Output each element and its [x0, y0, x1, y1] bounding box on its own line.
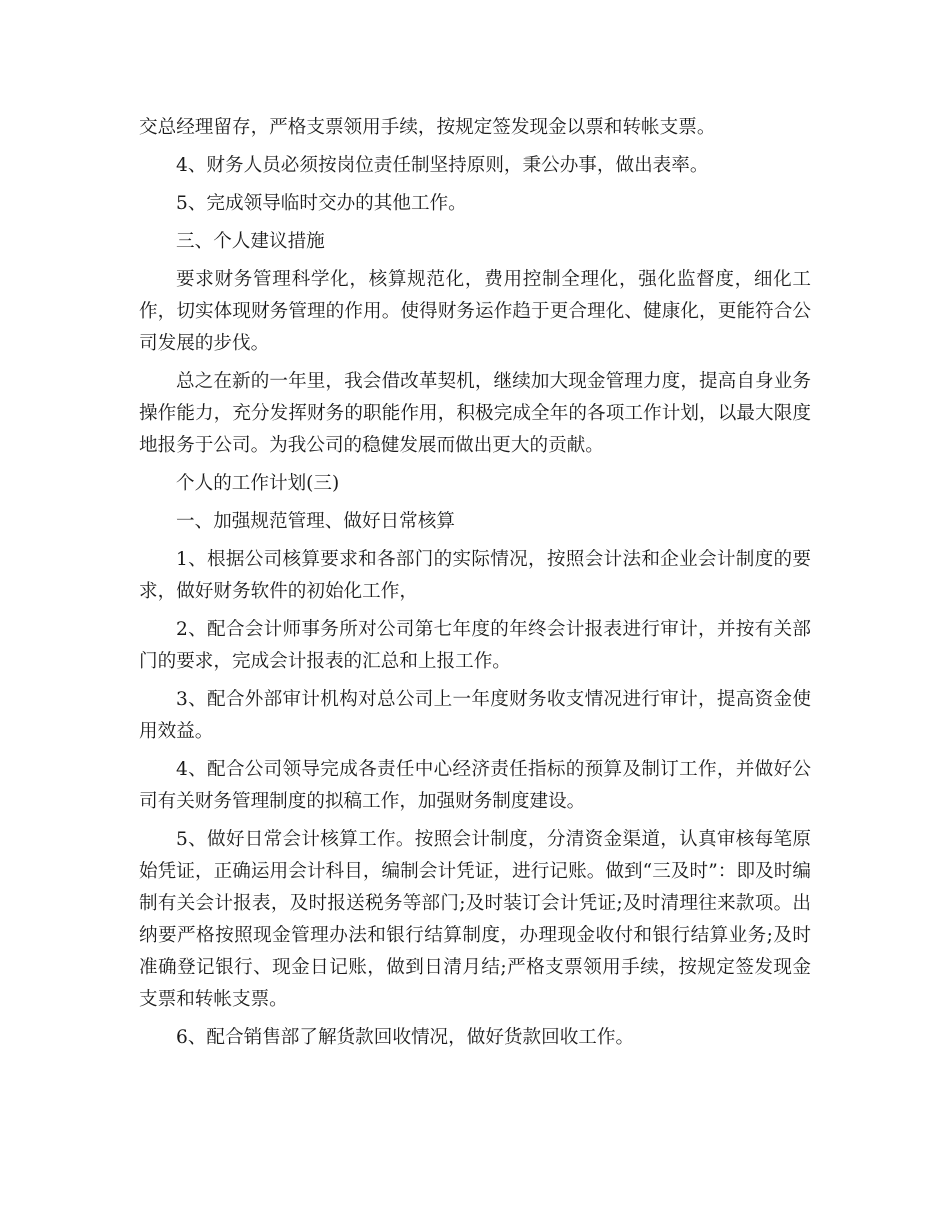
document-body: [139, 112, 811, 1060]
paragraph: 1、根据公司核算要求和各部门的实际情况，按照会计法和企业会计制度的要求，做好财务软件的初始化工作，: [139, 549, 811, 602]
paragraph: 要求财务管理科学化，核算规范化，费用控制全理化，强化监督度，细化工作，切实体现财务管理的作用。使得财务运作趋于更合理化、健康化，更能符合公司发展的步伐。: [139, 269, 811, 354]
paragraph: 4、财务人员必须按岗位责任制坚持原则，秉公办事，做出表率。: [176, 155, 709, 176]
section-heading: 一、加强规范管理、做好日常核算: [176, 511, 455, 532]
section-heading: 个人的工作计划(三): [176, 473, 340, 494]
paragraph: 交总经理留存，严格支票领用手续，按规定签发现金以票和转帐支票。: [139, 117, 716, 138]
paragraph: 3、配合外部审计机构对总公司上一年度财务收支情况进行审计，提高资金使用效益。: [139, 689, 811, 742]
section-heading: 三、个人建议措施: [176, 231, 325, 252]
paragraph: 4、配合公司领导完成各责任中心经济责任指标的预算及制订工作，并做好公司有关财务管理制度的拟稿工作，加强财务制度建设。: [139, 759, 811, 812]
paragraph: 6、配合销售部了解货款回收情况，做好货款回收工作。: [176, 1027, 635, 1048]
paragraph: 5、做好日常会计核算工作。按照会计制度，分清资金渠道，认真审核每笔原始凭证，正确运用会计科目，编制会计凭证，进行记账。做到“三及时”：即及时编制有关会计报表，及时报送税务等部门;及时装订会计凭证;及时清理往来款项。出纳要严格按照现金管理办法和银行结算制度，办理现金收付和银行结算业务;及时准确登记银行、现金日记账，做到日清月结;严格支票领用手续，按规定签发现金支票和转帐支票。: [139, 829, 811, 1010]
paragraph: 总之在新的一年里，我会借改革契机，继续加大现金管理力度，提高自身业务操作能力，充分发挥财务的职能作用，积极完成全年的各项工作计划，以最大限度地报务于公司。为我公司的稳健发展而做出更大的贡献。: [139, 371, 811, 456]
paragraph: 2、配合会计师事务所对公司第七年度的年终会计报表进行审计，并按有关部门的要求，完成会计报表的汇总和上报工作。: [139, 619, 811, 672]
paragraph: 5、完成领导临时交办的其他工作。: [176, 193, 467, 214]
